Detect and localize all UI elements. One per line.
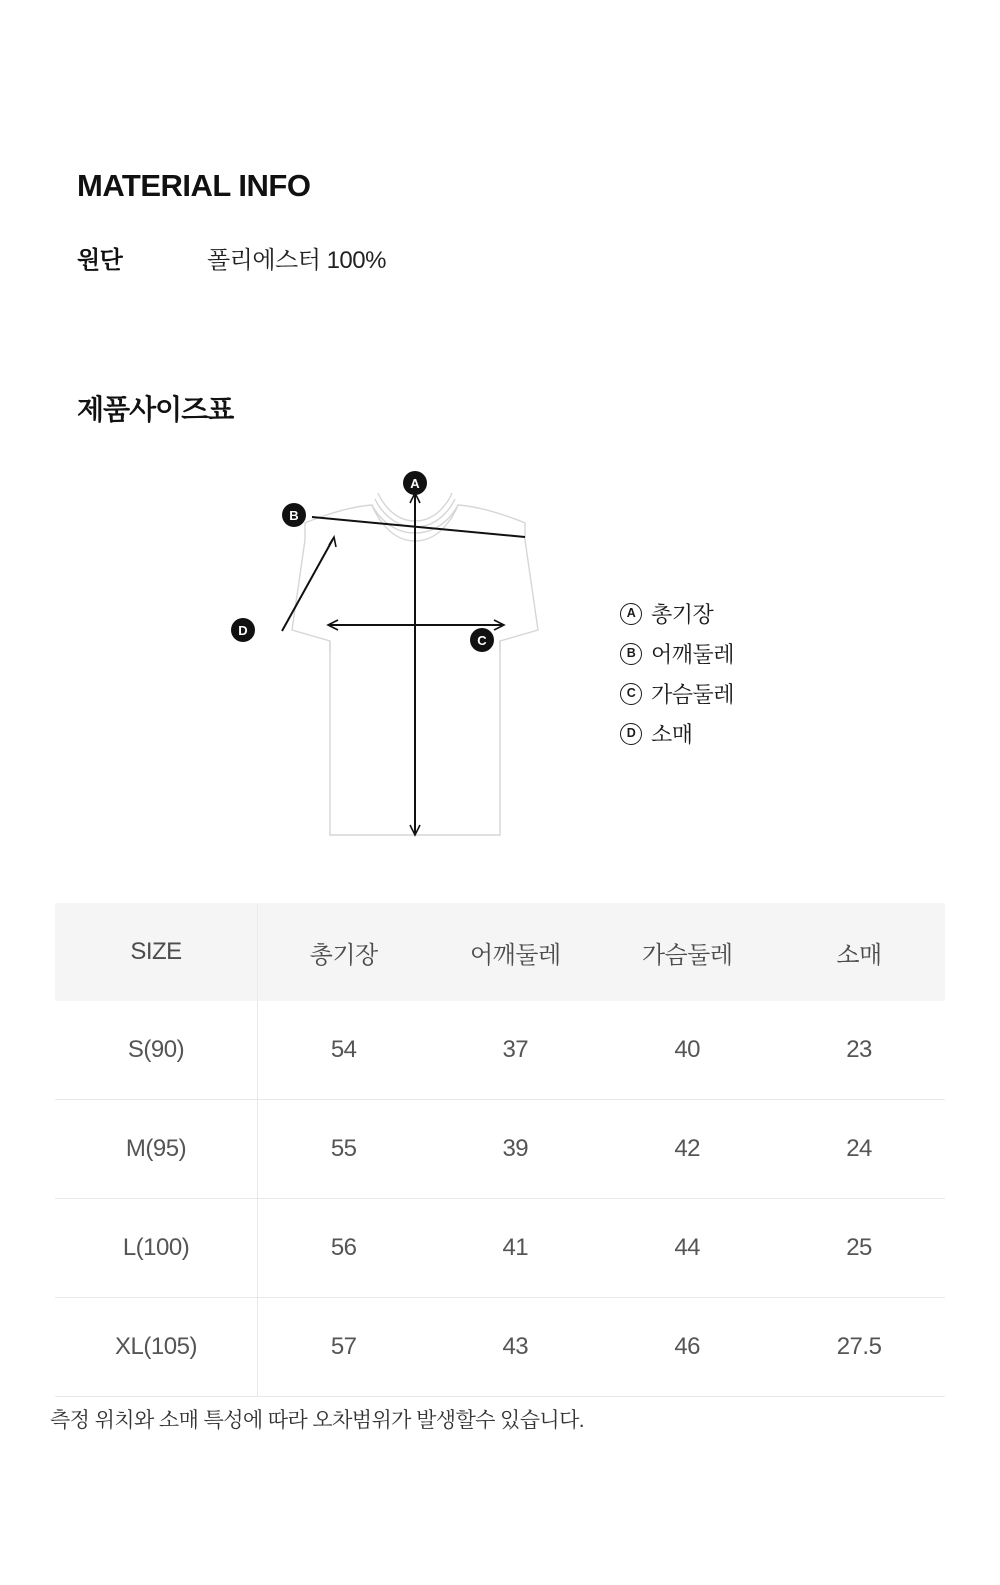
- legend-marker-c-icon: C: [620, 683, 642, 705]
- size-table-body: [55, 1001, 945, 1397]
- column-header-chest: 가슴둘레: [601, 903, 773, 1001]
- legend-marker-a-icon: A: [620, 603, 642, 625]
- material-fabric-label: 원단: [77, 247, 123, 274]
- legend-label-d: 소매: [651, 722, 693, 747]
- column-header-size: SIZE: [55, 903, 258, 1001]
- column-header-shoulder: 어깨둘레: [429, 903, 601, 1001]
- cell-size: M(95): [55, 1100, 258, 1199]
- column-header-length: 총기장: [258, 903, 430, 1001]
- diagram-legend: [620, 598, 734, 749]
- legend-item-b: [620, 638, 734, 669]
- cell-shoulder: 41: [429, 1199, 601, 1298]
- table-row: [55, 1100, 945, 1199]
- table-header-row: [55, 903, 945, 1001]
- legend-label-c: 가슴둘레: [651, 682, 735, 707]
- cell-shoulder: 43: [429, 1298, 601, 1397]
- cell-length: 55: [258, 1100, 430, 1199]
- legend-item-d: [620, 718, 734, 749]
- svg-text:B: B: [289, 508, 299, 523]
- cell-shoulder: 39: [429, 1100, 601, 1199]
- legend-item-c: [620, 678, 734, 709]
- cell-chest: 44: [601, 1199, 773, 1298]
- cell-chest: 40: [601, 1001, 773, 1100]
- measurement-note: 측정 위치와 소매 특성에 따라 오차범위가 발생할수 있습니다.: [50, 1409, 585, 1432]
- svg-text:D: D: [238, 623, 248, 638]
- cell-sleeve: 23: [773, 1001, 945, 1100]
- legend-label-b: 어깨둘레: [651, 642, 735, 667]
- cell-sleeve: 24: [773, 1100, 945, 1199]
- material-fabric-value: 폴리에스터 100%: [207, 247, 386, 274]
- table-row: [55, 1298, 945, 1397]
- table-row: [55, 1199, 945, 1298]
- size-chart-title: 제품사이즈표: [77, 394, 234, 425]
- size-table-head: [55, 903, 945, 1001]
- legend-marker-d-icon: D: [620, 723, 642, 745]
- legend-marker-b-icon: B: [620, 643, 642, 665]
- legend-item-a: [620, 598, 734, 629]
- cell-size: S(90): [55, 1001, 258, 1100]
- cell-length: 56: [258, 1199, 430, 1298]
- column-header-sleeve: 소매: [773, 903, 945, 1001]
- cell-chest: 42: [601, 1100, 773, 1199]
- material-fabric-row: [77, 240, 386, 275]
- size-table: [55, 903, 945, 1397]
- cell-length: 57: [258, 1298, 430, 1397]
- svg-text:A: A: [410, 476, 420, 491]
- svg-text:C: C: [477, 633, 487, 648]
- material-info-title: MATERIAL INFO: [77, 168, 311, 203]
- cell-size: L(100): [55, 1199, 258, 1298]
- cell-shoulder: 37: [429, 1001, 601, 1100]
- cell-sleeve: 25: [773, 1199, 945, 1298]
- cell-size: XL(105): [55, 1298, 258, 1397]
- tshirt-measurement-diagram: [230, 455, 600, 865]
- cell-sleeve: 27.5: [773, 1298, 945, 1397]
- cell-chest: 46: [601, 1298, 773, 1397]
- table-row: [55, 1001, 945, 1100]
- cell-length: 54: [258, 1001, 430, 1100]
- legend-label-a: 총기장: [651, 602, 714, 627]
